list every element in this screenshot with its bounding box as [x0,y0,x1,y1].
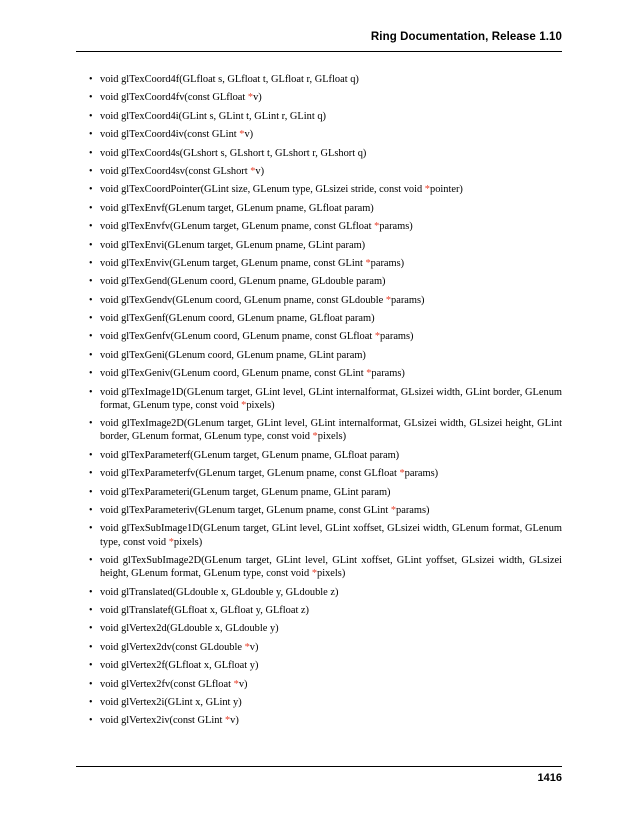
signature-text: pixels) [173,536,203,548]
signature-text: v) [253,92,262,104]
bullet-icon: • [89,660,93,672]
bullet-icon: • [89,147,93,159]
bullet-icon: • [89,294,93,306]
bullet-icon: • [89,165,93,177]
signature-text: void glTexCoord4i(GLint s, GLint t, GLint r, GLint q) [100,110,326,122]
list-item [76,417,562,443]
bullet-icon: • [89,449,93,461]
footer-divider [76,766,562,767]
signature-text: void glTexEnvf(GLenum target, GLenum pname, GLfloat param) [100,202,374,214]
pointer-star: * [374,221,380,233]
pointer-star: * [374,331,381,343]
list-item [76,586,562,599]
list-item [76,696,562,709]
bullet-icon: • [89,110,93,122]
list-item [76,220,562,233]
bullet-icon: • [89,696,93,708]
bullet-icon: • [89,202,93,214]
header-divider [76,51,562,52]
signature-text: void glTranslated(GLdouble x, GLdouble y, GLdouble z) [100,586,339,598]
bullet-icon: • [89,641,93,653]
list-item [76,73,562,86]
signature-text: void glTexGend(GLenum coord, GLenum pname, GLdouble param) [100,276,386,288]
bullet-icon: • [89,92,93,104]
signature-text: void glTexCoord4s(GLshort s, GLshort t, GLshort r, GLshort q) [100,147,367,159]
signature-text: params) [396,505,430,516]
bullet-icon: • [89,368,93,380]
pointer-star: * [224,715,231,727]
list-item [76,330,562,343]
pointer-star: * [241,399,247,411]
list-item [76,641,562,654]
pointer-star: * [365,257,371,269]
bullet-icon: • [89,678,93,690]
signature-text: void glTexGenf(GLenum coord, GLenum pname, GLfloat param) [100,313,375,325]
signature-text: void glVertex2fv(const GLfloat [100,678,234,690]
list-item [76,604,562,617]
signature-text: void glTexGeni(GLenum coord, GLenum pname, GLint param) [100,349,366,361]
pointer-star: * [311,568,318,580]
pointer-star: * [250,165,256,177]
signature-text: void glVertex2i(GLint x, GLint y) [100,696,242,708]
signature-text: pixels) [317,431,347,443]
pointer-star: * [244,641,250,653]
bullet-icon: • [89,74,93,85]
signature-text: void glTexSubImage2D(GLenum target, GLint level, GLint xoffset, GLint yoffset, GLsizei width, GLsizei height, GLenum format, GLenum type, const void [100,554,562,580]
bullet-icon: • [89,505,93,516]
pointer-star: * [424,184,430,196]
list-item [76,678,562,691]
bullet-icon: • [89,349,93,361]
signature-text: void glTexEnviv(GLenum target, GLenum pname, const GLint [100,257,366,269]
signature-text: params) [379,221,413,233]
signature-text: void glTexEnvi(GLenum target, GLenum pname, GLint param) [100,239,366,251]
function-list [76,73,562,733]
signature-text: v) [244,129,254,141]
signature-text: v) [255,165,265,177]
signature-text: void glTexImage1D(GLenum target, GLint level, GLint internalformat, GLsizei width, GLint border, GLenum format, GLenum type, const void [100,386,562,411]
signature-text: void glTexSubImage1D(GLenum target, GLint level, GLint xoffset, GLsizei width, GLenum format, GLenum type, const void [100,523,562,548]
signature-text: void glTexCoord4iv(const GLint [100,129,240,141]
list-item [76,239,562,252]
bullet-icon: • [89,313,93,325]
list-item [76,486,562,499]
pointer-star: * [312,431,318,443]
bullet-icon: • [89,623,93,635]
list-item [76,449,562,462]
signature-text: params) [371,368,405,380]
bullet-icon: • [89,221,93,233]
list-item [76,147,562,160]
signature-text: void glVertex2f(GLfloat x, GLfloat y) [100,660,259,672]
bullet-icon: • [89,604,93,616]
list-item [76,504,562,517]
signature-text: void glTexParameterf(GLenum target, GLenum pname, GLfloat param) [100,449,400,461]
signature-text: pointer) [430,184,463,196]
pointer-star: * [399,468,405,480]
bullet-icon: • [89,184,93,196]
list-item [76,165,562,178]
signature-text: void glVertex2d(GLdouble x, GLdouble y) [100,623,279,635]
signature-text: v) [249,641,259,653]
list-item [76,367,562,380]
list-item [76,714,562,727]
list-item [76,294,562,307]
signature-text: void glTexEnvfv(GLenum target, GLenum pname, const GLfloat [100,221,375,233]
pointer-star: * [247,92,254,104]
signature-text: void glTexParameteri(GLenum target, GLenum pname, GLint param) [100,486,391,498]
signature-text: void glTexImage2D(GLenum target, GLint level, GLint internalformat, GLsizei width, GLsizei height, GLint border, GLenum format, GLenum type, const void [100,418,562,443]
signature-text: void glTexGenfv(GLenum coord, GLenum pname, const GLfloat [100,331,375,343]
signature-text: pixels) [317,568,346,580]
list-item [76,202,562,215]
pointer-star: * [239,129,245,141]
bullet-icon: • [89,386,93,398]
bullet-icon: • [89,523,93,535]
signature-text: void glTexParameterfv(GLenum target, GLenum pname, const GLfloat [100,468,400,480]
bullet-icon: • [89,331,93,343]
list-item [76,386,562,412]
list-item [76,349,562,362]
pointer-star: * [390,505,397,516]
list-item [76,622,562,635]
signature-text: pixels) [246,399,275,411]
signature-text: void glTexCoord4sv(const GLshort [100,165,251,177]
page-header-title: Ring Documentation, Release 1.10 [370,31,562,43]
list-item [76,554,562,580]
bullet-icon: • [89,418,93,430]
signature-text: void glTexCoord4fv(const GLfloat [100,92,248,104]
page-number: 1416 [537,772,562,784]
pointer-star: * [233,678,239,690]
bullet-icon: • [89,554,93,566]
list-item [76,312,562,325]
signature-text: void glTexParameteriv(GLenum target, GLenum pname, const GLint [100,505,391,516]
signature-text: params) [404,468,439,480]
list-item [76,110,562,123]
bullet-icon: • [89,276,93,288]
signature-text: v) [238,678,248,690]
signature-text: void glTranslatef(GLfloat x, GLfloat y, GLfloat z) [100,604,310,616]
signature-text: void glTexGendv(GLenum coord, GLenum pname, const GLdouble [100,294,386,306]
list-item [76,522,562,548]
bullet-icon: • [89,129,93,141]
signature-text: void glTexCoordPointer(GLint size, GLenum type, GLsizei stride, const void [100,184,425,196]
bullet-icon: • [89,715,93,727]
list-item [76,275,562,288]
list-item [76,257,562,270]
signature-text: void glTexCoord4f(GLfloat s, GLfloat t, GLfloat r, GLfloat q) [100,74,359,85]
signature-text: v) [230,715,239,727]
bullet-icon: • [89,468,93,480]
signature-text: void glTexGeniv(GLenum coord, GLenum pname, const GLint [100,368,367,380]
list-item [76,659,562,672]
bullet-icon: • [89,239,93,251]
pointer-star: * [366,368,372,380]
bullet-icon: • [89,486,93,498]
pointer-star: * [385,294,392,306]
pointer-star: * [168,536,174,548]
list-item [76,91,562,104]
signature-text: params) [380,331,414,343]
list-item [76,467,562,480]
signature-text: void glVertex2iv(const GLint [100,715,225,727]
list-item [76,183,562,196]
signature-text: params) [370,257,405,269]
signature-text: void glVertex2dv(const GLdouble [100,641,245,653]
bullet-icon: • [89,257,93,269]
list-item [76,128,562,141]
bullet-icon: • [89,586,93,598]
signature-text: params) [391,294,425,306]
